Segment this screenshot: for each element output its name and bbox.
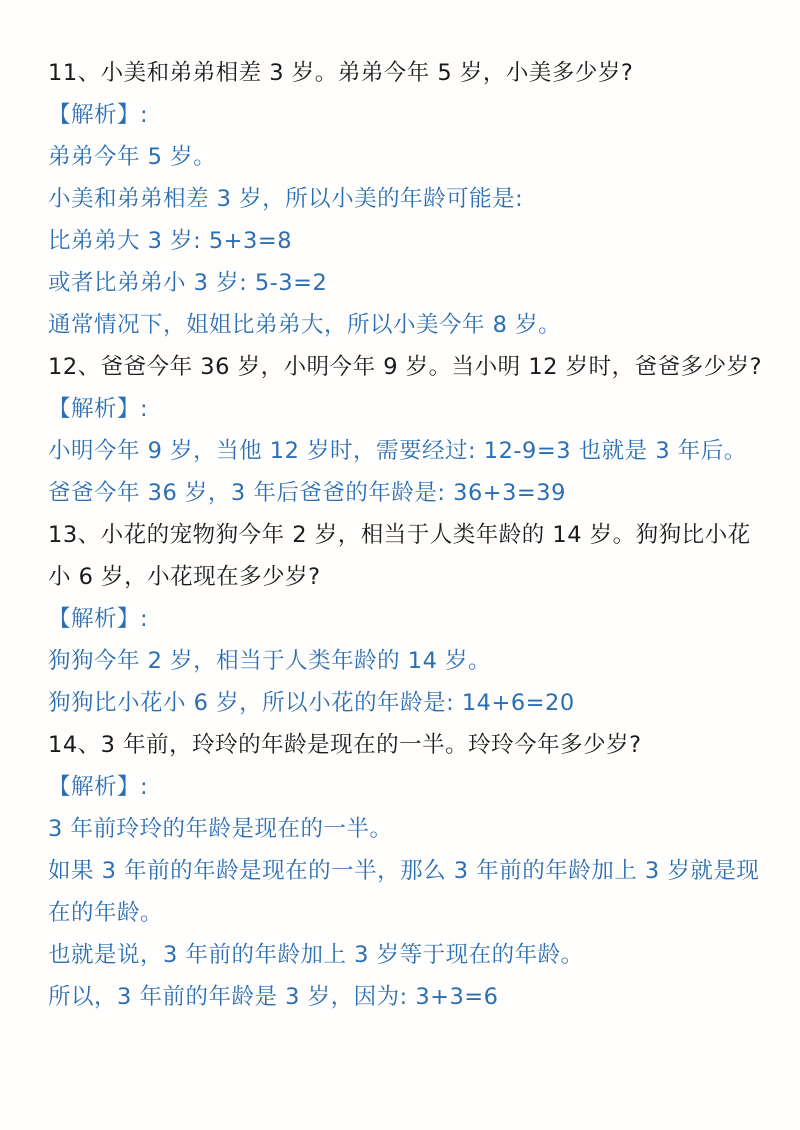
answer-line: 小明今年 9 岁，当他 12 岁时，需要经过: 12-9=3 也就是 3 年后。 (48, 438, 747, 464)
analysis-label-11: 【解析】: (48, 102, 149, 128)
answer-line: 也就是说，3 年前的年龄加上 3 岁等于现在的年龄。 (48, 942, 584, 968)
question-12: 12、爸爸今年 36 岁，小明今年 9 岁。当小明 12 岁时，爸爸多少岁? (48, 354, 763, 380)
answer-line: 3 年前玲玲的年龄是现在的一半。 (48, 816, 393, 842)
question-13: 13、小花的宠物狗今年 2 岁，相当于人类年龄的 14 岁。狗狗比小花小 6 岁，小花现在多少岁? (48, 522, 751, 590)
answer-line: 比弟弟大 3 岁: 5+3=8 (48, 228, 293, 254)
answer-line: 或者比弟弟小 3 岁: 5-3=2 (48, 270, 328, 296)
question-11: 11、小美和弟弟相差 3 岁。弟弟今年 5 岁，小美多少岁? (48, 60, 634, 86)
analysis-label-13: 【解析】: (48, 606, 149, 632)
answer-line: 如果 3 年前的年龄是现在的一半，那么 3 年前的年龄加上 3 岁就是现在的年龄。 (48, 858, 760, 926)
document-page (48, 52, 763, 1018)
answer-line: 通常情况下，姐姐比弟弟大，所以小美今年 8 岁。 (48, 312, 562, 338)
analysis-label-12: 【解析】: (48, 396, 149, 422)
answer-line: 狗狗比小花小 6 岁，所以小花的年龄是: 14+6=20 (48, 690, 575, 716)
answer-line: 所以，3 年前的年龄是 3 岁，因为: 3+3=6 (48, 984, 499, 1010)
answer-line: 小美和弟弟相差 3 岁，所以小美的年龄可能是: (48, 186, 524, 212)
answer-line: 狗狗今年 2 岁，相当于人类年龄的 14 岁。 (48, 648, 492, 674)
answer-line: 弟弟今年 5 岁。 (48, 144, 217, 170)
question-14: 14、3 年前，玲玲的年龄是现在的一半。玲玲今年多少岁? (48, 732, 642, 758)
analysis-label-14: 【解析】: (48, 774, 149, 800)
answer-line: 爸爸今年 36 岁，3 年后爸爸的年龄是: 36+3=39 (48, 480, 566, 506)
